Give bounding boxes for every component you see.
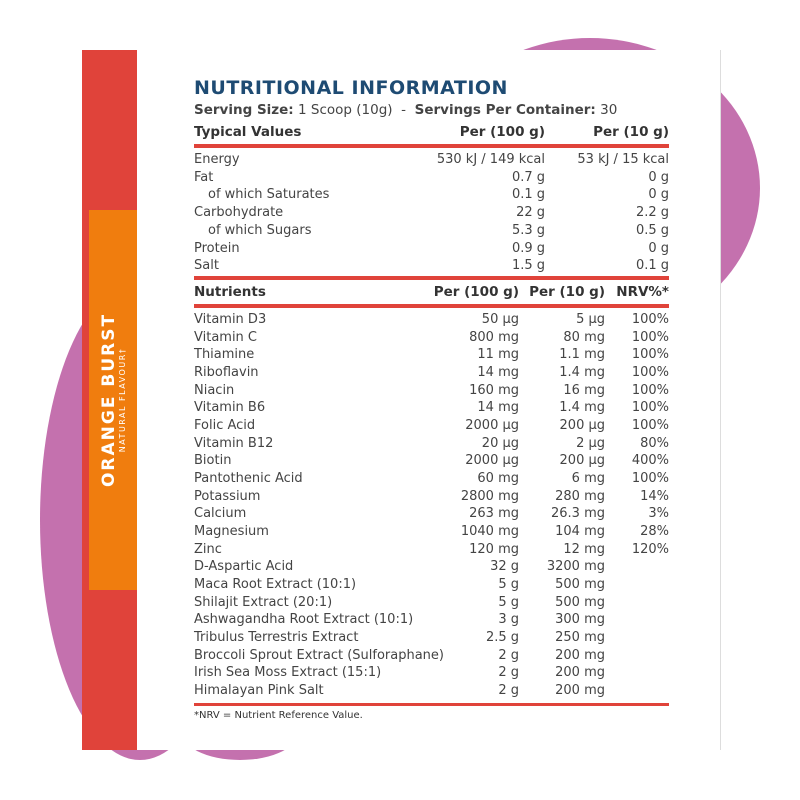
value-per-10g: 300 mg — [555, 612, 605, 628]
nutrient-name: Maca Root Extract (10:1) — [194, 577, 357, 593]
footnote: *NRV = Nutrient Reference Value. — [194, 710, 363, 721]
table-row — [194, 347, 669, 365]
nutrient-name: Irish Sea Moss Extract (15:1) — [194, 665, 382, 681]
nrv-percent: 3% — [648, 506, 669, 522]
nutrient-name: Vitamin B12 — [194, 435, 274, 451]
flavour-name: ORANGE BURST — [99, 312, 119, 488]
table-row — [194, 612, 669, 630]
nutrient-name: D-Aspartic Acid — [194, 559, 294, 575]
nutrient-name: Zinc — [194, 541, 222, 557]
nutrient-name: Vitamin B6 — [194, 400, 266, 416]
value-per-100g: 5.3 g — [511, 222, 545, 238]
value-per-100g: 11 mg — [477, 347, 519, 363]
value-per-100g: 60 mg — [477, 471, 519, 487]
serving-size-value: 1 Scoop (10g) — [298, 102, 393, 118]
value-per-10g: 1.4 mg — [559, 400, 605, 416]
value-per-10g: 0 g — [648, 187, 669, 203]
nrv-percent: 14% — [640, 488, 669, 504]
value-per-100g: 14 mg — [477, 400, 519, 416]
table-row — [194, 258, 669, 276]
value-per-100g: 5 g — [498, 594, 519, 610]
nutrient-name: Fat — [194, 169, 214, 185]
table-row — [194, 524, 669, 542]
nrv-percent: 80% — [640, 435, 669, 451]
nutrient-name: Ashwagandha Root Extract (10:1) — [194, 612, 414, 628]
nutrient-name: Potassium — [194, 488, 261, 504]
value-per-10g: 280 mg — [555, 488, 605, 504]
value-per-100g: 5 g — [498, 577, 519, 593]
nrv-percent: 100% — [631, 418, 669, 434]
value-per-10g: 26.3 mg — [551, 506, 605, 522]
table-row — [194, 383, 669, 401]
value-per-100g: 0.9 g — [511, 240, 545, 256]
value-per-100g: 0.7 g — [511, 169, 545, 185]
table-row — [194, 152, 669, 170]
value-per-100g: 3 g — [498, 612, 519, 628]
divider-bar — [194, 276, 669, 280]
nutrient-name: Thiamine — [194, 347, 255, 363]
value-per-10g: 104 mg — [555, 524, 605, 540]
serving-size-label: Serving Size: — [194, 102, 294, 118]
table-row — [194, 436, 669, 454]
table-row — [194, 683, 669, 701]
nrv-percent: 100% — [631, 382, 669, 398]
value-per-10g: 200 mg — [555, 683, 605, 699]
value-per-10g: 200 mg — [555, 647, 605, 663]
table-row — [194, 223, 669, 241]
value-per-10g: 0 g — [648, 169, 669, 185]
nutrient-name: Vitamin C — [194, 329, 258, 345]
value-per-10g: 500 mg — [555, 577, 605, 593]
header-per-100g: Per (100 g) — [459, 124, 545, 140]
nutrient-name: Vitamin D3 — [194, 312, 267, 327]
divider-bar — [194, 304, 669, 308]
value-per-100g: 160 mg — [469, 382, 519, 398]
nutrient-name: of which Sugars — [208, 222, 312, 238]
nutrient-name: Broccoli Sprout Extract (Sulforaphane) — [194, 647, 444, 663]
value-per-10g: 16 mg — [563, 382, 605, 398]
value-per-10g: 250 mg — [555, 630, 605, 646]
value-per-100g: 0.1 g — [511, 187, 545, 203]
header-per-100g: Per (100 g) — [433, 284, 519, 300]
nrv-percent: 120% — [631, 541, 669, 557]
servings-per-container-label: Servings Per Container: — [414, 102, 596, 118]
table-row — [194, 577, 669, 595]
nutrient-name: Magnesium — [194, 524, 269, 540]
table-row — [194, 205, 669, 223]
table-row — [194, 187, 669, 205]
nutrient-name: Shilajit Extract (20:1) — [194, 594, 333, 610]
table-row — [194, 453, 669, 471]
table-row — [194, 471, 669, 489]
nrv-percent: 100% — [631, 471, 669, 487]
value-per-100g: 263 mg — [469, 506, 519, 522]
value-per-10g: 0.1 g — [635, 258, 669, 274]
nrv-percent: 100% — [631, 365, 669, 380]
serving-info — [194, 102, 617, 118]
value-per-100g: 120 mg — [469, 541, 519, 557]
table-row — [194, 559, 669, 577]
nutrient-name: Biotin — [194, 453, 232, 469]
value-per-10g: 12 mg — [563, 541, 605, 557]
table-row — [194, 665, 669, 683]
header-per-10g: Per (10 g) — [529, 284, 605, 300]
header-typical-values: Typical Values — [194, 124, 302, 140]
header-nrv: NRV%* — [616, 284, 669, 300]
header-per-10g: Per (10 g) — [593, 124, 669, 140]
value-per-100g: 2 g — [498, 647, 519, 663]
value-per-100g: 2 g — [498, 665, 519, 681]
nrv-percent: 400% — [631, 453, 669, 469]
nutrient-name: Energy — [194, 152, 240, 167]
value-per-10g: 1.4 mg — [559, 365, 605, 380]
value-per-100g: 2000 µg — [465, 453, 519, 469]
table-row — [194, 330, 669, 348]
table-row — [194, 595, 669, 613]
header-nutrients: Nutrients — [194, 284, 266, 300]
value-per-10g: 0.5 g — [635, 222, 669, 238]
nutrient-name: Protein — [194, 240, 240, 256]
table-row — [194, 506, 669, 524]
divider-bar — [194, 703, 669, 706]
nutrient-name: Carbohydrate — [194, 205, 284, 221]
nutrient-name: Niacin — [194, 382, 235, 398]
value-per-10g: 53 kJ / 15 kcal — [577, 152, 669, 167]
table-row — [194, 418, 669, 436]
servings-per-container-value: 30 — [600, 102, 618, 118]
table-row — [194, 630, 669, 648]
value-per-100g: 14 mg — [477, 365, 519, 380]
nutrient-name: Calcium — [194, 506, 247, 522]
value-per-10g: 3200 mg — [546, 559, 605, 575]
flavour-label — [99, 313, 127, 487]
table-row — [194, 489, 669, 507]
divider-bar — [194, 144, 669, 148]
value-per-10g: 500 mg — [555, 594, 605, 610]
value-per-10g: 80 mg — [563, 329, 605, 345]
table-row — [194, 365, 669, 383]
value-per-10g: 5 µg — [576, 312, 605, 327]
value-per-100g: 2800 mg — [460, 488, 519, 504]
nrv-percent: 100% — [631, 312, 669, 327]
value-per-100g: 50 µg — [481, 312, 519, 327]
nrv-percent: 28% — [640, 524, 669, 540]
value-per-100g: 2.5 g — [485, 630, 519, 646]
nrv-percent: 100% — [631, 400, 669, 416]
value-per-100g: 20 µg — [481, 435, 519, 451]
value-per-10g: 200 µg — [559, 453, 605, 469]
table-row — [194, 648, 669, 666]
value-per-100g: 1040 mg — [460, 524, 519, 540]
value-per-100g: 2000 µg — [465, 418, 519, 434]
table-row — [194, 312, 669, 330]
table-row — [194, 542, 669, 560]
table-row — [194, 241, 669, 259]
value-per-10g: 200 µg — [559, 418, 605, 434]
value-per-100g: 22 g — [516, 205, 545, 221]
value-per-10g: 2.2 g — [635, 205, 669, 221]
nutrient-name: Folic Acid — [194, 418, 256, 434]
value-per-10g: 6 mg — [571, 471, 605, 487]
page-title: NUTRITIONAL INFORMATION — [194, 77, 508, 99]
value-per-100g: 2 g — [498, 683, 519, 699]
value-per-100g: 800 mg — [469, 329, 519, 345]
value-per-10g: 200 mg — [555, 665, 605, 681]
nrv-percent: 100% — [631, 329, 669, 345]
nutrient-name: Riboflavin — [194, 365, 259, 380]
value-per-10g: 0 g — [648, 240, 669, 256]
nutrient-name: Pantothenic Acid — [194, 471, 303, 487]
nutrient-name: of which Saturates — [208, 187, 330, 203]
nutrient-name: Himalayan Pink Salt — [194, 683, 324, 699]
table-row — [194, 400, 669, 418]
value-per-100g: 1.5 g — [511, 258, 545, 274]
nrv-percent: 100% — [631, 347, 669, 363]
value-per-10g: 2 µg — [576, 435, 605, 451]
value-per-100g: 32 g — [490, 559, 519, 575]
divider — [720, 50, 721, 750]
flavour-subtitle: NATURAL FLAVOUR† — [118, 347, 127, 453]
nutrient-name: Tribulus Terrestris Extract — [194, 630, 359, 646]
separator: - — [401, 102, 407, 118]
table-row — [194, 170, 669, 188]
nutrient-name: Salt — [194, 258, 219, 274]
value-per-100g: 530 kJ / 149 kcal — [436, 152, 545, 167]
value-per-10g: 1.1 mg — [559, 347, 605, 363]
